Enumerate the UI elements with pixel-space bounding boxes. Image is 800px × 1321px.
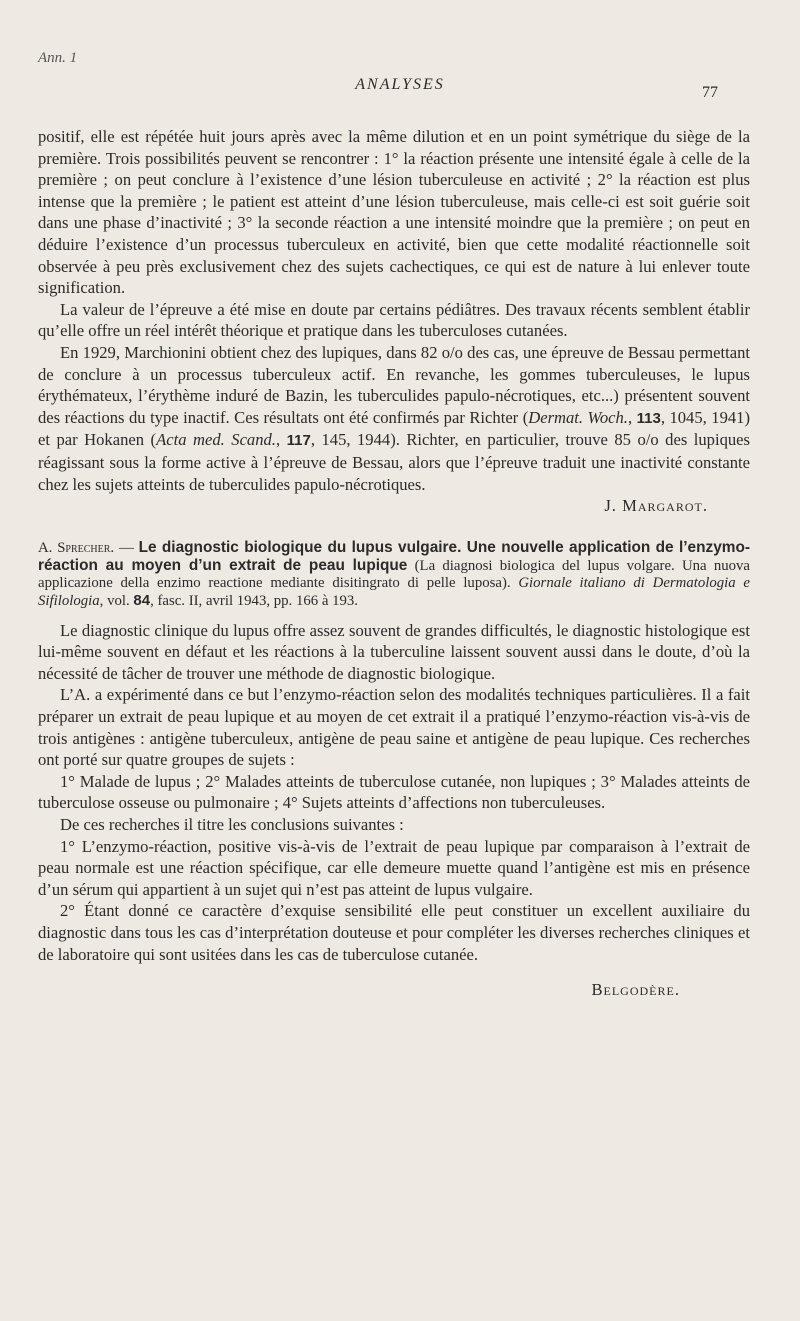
review2-signature: Belgodère. bbox=[591, 980, 680, 1000]
review1-p3-text-b: , bbox=[627, 407, 637, 427]
running-header-left: Ann. 1 bbox=[38, 50, 78, 66]
volume-number: 117 bbox=[286, 432, 311, 450]
review1-paragraph-2: La valeur de l’épreuve a été mise en doute par certains pédiâtres. Des travaux récents semblent établir qu’elle offre un réel intérêt théorique et pratique dans les tuberculoses cutanées. bbox=[38, 299, 750, 341]
review1-p3-text-d: , bbox=[275, 430, 287, 450]
review2-author: A. Sprecher. bbox=[38, 539, 115, 556]
review2-paragraph-4: De ces recherches il titre les conclusions suivantes : bbox=[60, 815, 404, 835]
review2-paragraph-2: L’A. a expérimenté dans ce but l’enzymo-réaction selon des modalités techniques particulières. Il a fait préparer un extrait de peau lupique et au moyen de cet extrait il a pratiqué l’enzymo-réaction vis-à-vis de trois antigènes : antigène tuberculeux, antigène de peau saine et antigène de peau lupique. Ces recherches ont porté sur quatre groupes de sujets : bbox=[38, 685, 750, 770]
review2-volume-number: 84 bbox=[133, 591, 151, 609]
volume-number: 113 bbox=[636, 409, 661, 427]
review1-paragraph-3 bbox=[38, 342, 750, 495]
review2-journal: Giornale italiano di Dermatologia e Sifilologia bbox=[38, 574, 750, 609]
review2-dash: — bbox=[114, 539, 139, 556]
review1-p3-text-e: , 145, 1944). Richter, en particulier, trouve 85 o/o des lupiques réagissant sous la forme active à l’épreuve de Bessau, alors que l’épreuve traduit une inactivité constante chez les sujets atteints de tuberculides papulo-nécrotiques. bbox=[38, 430, 751, 494]
review2-vol-label: , vol. bbox=[99, 592, 134, 609]
review2-paragraph-3: 1° Malade de lupus ; 2° Malades atteints de tuberculose cutanée, non lupiques ; 3° Malades atteints de tuberculose osseuse ou pulmonaire ; 4° Sujets atteints d’affections non tuberculeuses. bbox=[38, 771, 750, 813]
review1-paragraph-1: positif, elle est répétée huit jours après avec la même dilution et en un point symétrique du siège de la première. Trois possibilités peuvent se rencontrer : 1° la réaction présente une intensité égale à celle de la première ; on peut conclure à l’existence d’une lésion tuberculeuse en activité ; 2° la réaction est plus intense que la première ; le patient est atteint d’une lésion tuberculeuse, mais celle-ci est soit guérie soit dans une phase d’inactivité ; 3° la seconde réaction a une intensité moindre que la première ; on peut en déduire l’existence d’un processus tuberculeux en activité, bien que cette modalité réactionnelle soit observée à peu près exclusivement chez des sujets cachectiques, ce qui est de nature à lui enlever toute signification. bbox=[38, 127, 750, 298]
review1-p3-text-a: En 1929, Marchionini obtient chez des lupiques, dans 82 o/o des cas, une épreuve de Bessau permettant de conclure à un processus tuberculeux actif. En revanche, les gommes tuberculeuses, le lupus érythémateux, l’érythème induré de Bazin, les tuberculides papulo-nécrotiques, etc...) présentent souvent des réactions du type inactif. Ces résultats ont été confirmés par Richter ( bbox=[38, 342, 750, 427]
running-header-title: ANALYSES bbox=[355, 76, 445, 93]
review2-paragraph-6: 2° Étant donné ce caractère d’exquise sensibilité elle peut constituer un excellent auxiliaire du diagnostic dans tous les cas d’interprétation douteuse et pour compléter les diverses recherches cliniques et de laboratoire qui sont usitées dans les cas de tuberculose cutanée. bbox=[38, 901, 750, 964]
journal-citation: Dermat. Woch. bbox=[528, 407, 628, 427]
body-text bbox=[38, 126, 750, 1001]
journal-citation: Acta med. Scand. bbox=[156, 430, 276, 450]
review2-heading bbox=[38, 539, 750, 610]
review1-signature: J. Margarot. bbox=[604, 496, 708, 516]
review2-title: Le diagnostic biologique du lupus vulgaire. Une nouvelle application de l’enzymo-réaction au moyen d’un extrait de peau lupique bbox=[38, 538, 750, 574]
review2-italian-title: (La diagnosi biologica del lupus volgare. Una nuova applicazione della enzimo reactione mediante disitingrato di pelle luposa). bbox=[38, 557, 750, 591]
review1-p3-text-c: , 1045, 1941) et par Hokanen ( bbox=[38, 407, 750, 450]
review2-paragraph-5: 1° L’enzymo-réaction, positive vis-à-vis de l’extrait de peau lupique par comparaison à l’extrait de peau normale est une réaction spécifique, car elle demeure muette quand l’antigène est mis en présence d’un sérum qui appartient à un sujet qui n’est pas atteint de lupus vulgaire. bbox=[38, 836, 750, 899]
review2-paragraph-1: Le diagnostic clinique du lupus offre assez souvent de grandes difficultés, le diagnostic histologique est lui-même souvent en défaut et les réactions à la tuberculine laissent souvent aussi dans le doute, d’où la nécessité de tâcher de trouver une méthode de diagnostic biologique. bbox=[38, 620, 750, 683]
page-number: 77 bbox=[702, 84, 718, 101]
review2-issue-info: , fasc. II, avril 1943, pp. 166 à 193. bbox=[150, 592, 359, 609]
